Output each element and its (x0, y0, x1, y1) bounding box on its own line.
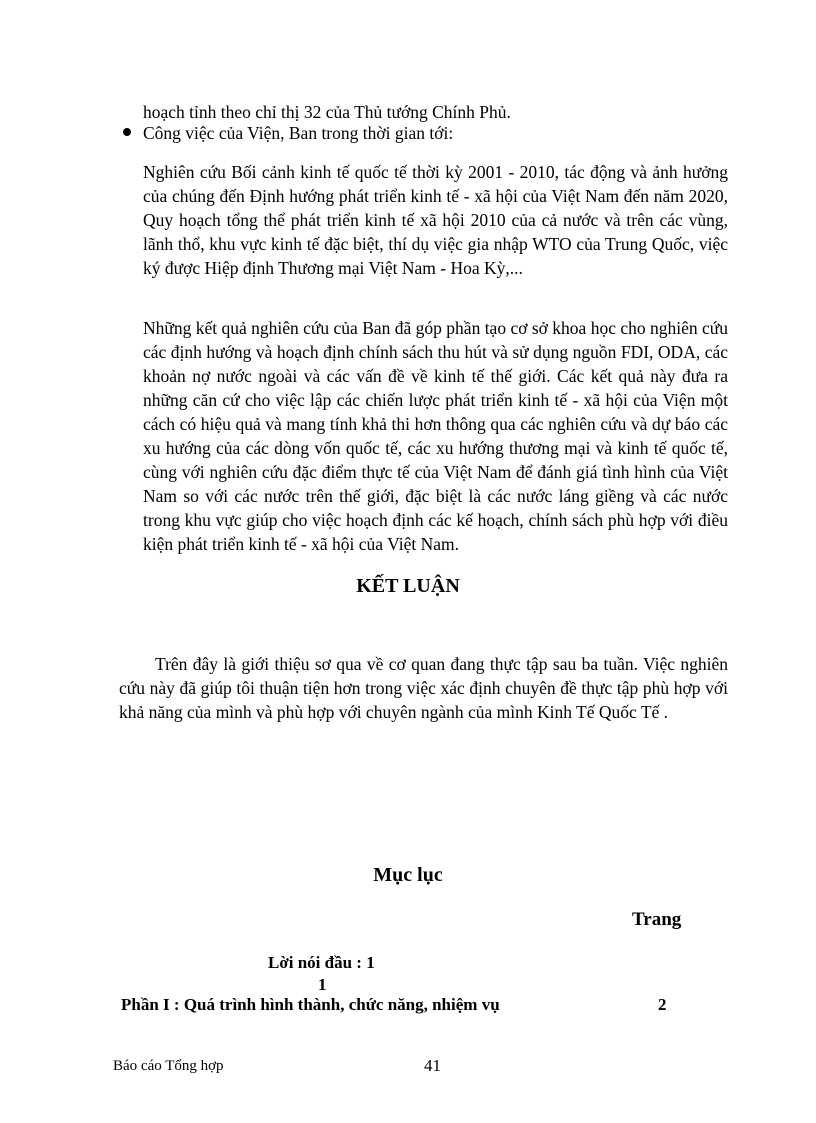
continuation-line: hoạch tỉnh theo chỉ thị 32 của Thủ tướng Chính Phủ. (143, 102, 511, 122)
toc-entry-label: Lời nói đầu : 1 (268, 953, 375, 972)
footer-label: Báo cáo Tổng hợp (113, 1058, 224, 1074)
bullet-text: Công việc của Viện, Ban trong thời gian tới: (143, 123, 454, 143)
body-paragraph-2: Những kết quả nghiên cứu của Ban đã góp phần tạo cơ sở khoa học cho nghiên cứu các định hướng và hoạch định chính sách thu hút và sử dụng nguồn FDI, ODA, các khoản nợ nước ngoài và các vấn đề về kinh tế thế giới. Các kết quả này đưa ra những căn cứ cho việc lập các chiến lược phát triển kinh tế - xã hội của Viện một cách có hiệu quả và mang tính khả thi hơn thông qua các nghiên cứu và dự báo các xu hướng của các dòng vốn quốc tế, các xu hướng thương mại và kinh tế quốc tế, cùng với nghiên cứu đặc điểm thực tế của Việt Nam để đánh giá tình hình của Việt Nam so với các nước trên thế giới, đặc biệt là các nước láng giềng và các nước trong khu vực giúp cho việc hoạch định các kế hoạch, chính sách phù hợp với điều kiện phát triển kinh tế - xã hội của Việt Nam. (143, 318, 728, 554)
bullet-dot-icon (123, 128, 131, 136)
toc-entry-page: 1 (318, 975, 327, 994)
toc-entry-page: 2 (658, 995, 667, 1014)
conclusion-paragraph: Trên đây là giới thiệu sơ qua về cơ quan đang thực tập sau ba tuần. Việc nghiên cứu này đã giúp tôi thuận tiện hơn trong việc xác định chuyên đề thực tập phù hợp với khả năng của mình và phù hợp với chuyên ngành của mình Kinh Tế Quốc Tế . (119, 654, 728, 722)
body-paragraph-1: Nghiên cứu Bối cảnh kinh tế quốc tế thời kỳ 2001 - 2010, tác động và ảnh hưởng của chúng đến Định hướng phát triển kinh tế - xã hội của Việt Nam đến năm 2020, Quy hoạch tổng thể phát triển kinh tế xã hội 2010 của cả nước và trên các vùng, lãnh thổ, khu vực kinh tế đặc biệt, thí dụ việc gia nhập WTO của Trung Quốc, việc ký được Hiệp định Thương mại Việt Nam - Hoa Kỳ,... (143, 162, 728, 278)
toc-page-column-label: Trang (632, 909, 682, 930)
page-number: 41 (424, 1056, 441, 1075)
toc-heading: Mục lục (373, 864, 443, 886)
toc-entry-label: Phần I : Quá trình hình thành, chức năng, nhiệm vụ (121, 995, 500, 1014)
conclusion-heading: KẾT LUẬN (356, 575, 460, 597)
